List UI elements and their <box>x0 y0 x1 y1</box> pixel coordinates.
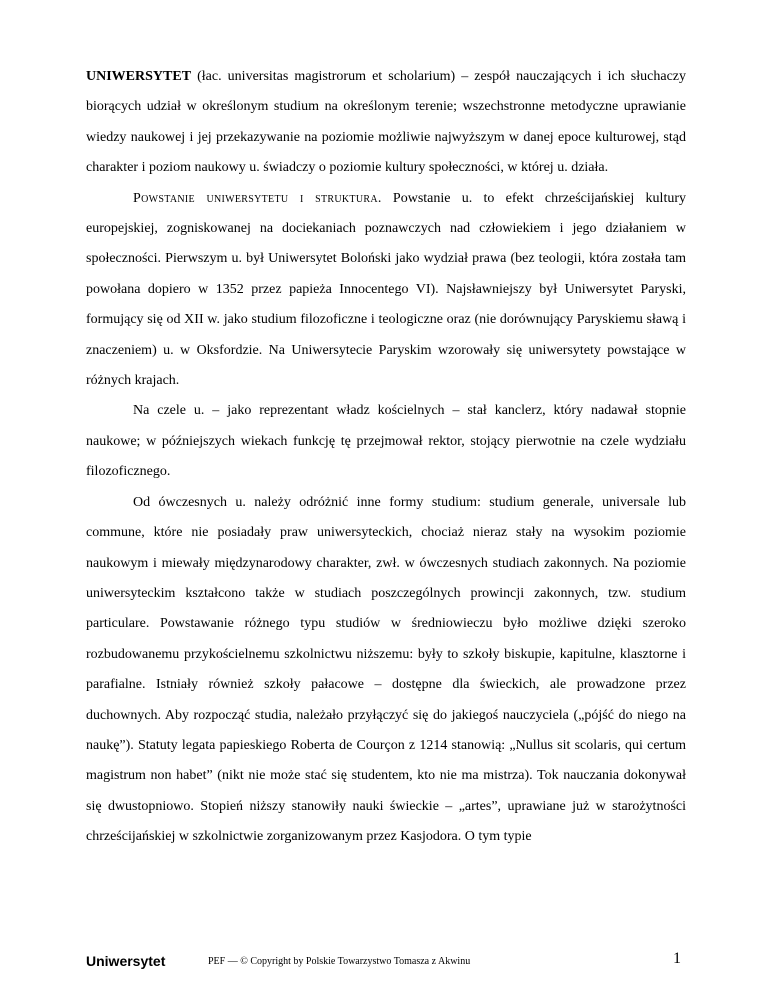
paragraph-definition-text: (łac. universitas magistrorum et scholarium) – zespół nauczających i ich słuchaczy biorących udział w określonym studium na określonym terenie; wszechstronne metodyczne uprawianie wiedzy naukowej i jej przekazywanie na poziomie możliwie najwyższym w danej epoce kulturowej, stąd charakter i poziom naukowy u. świadczy o poziomie kultury społeczności, w której u. działa. <box>86 69 686 176</box>
paragraph-origin-text: Powstanie u. to efekt chrześcijańskiej kultury europejskiej, zogniskowanej na dociekaniach poznawczych nad człowiekiem i jego działaniem w społeczności. Pierwszym u. był Uniwersytet Boloński jako wydział prawa (bez teologii, która została tam powołana dopiero w 1352 przez papieża Innocentego VI). Najsławniejszy był Uniwersytet Paryski, formujący się od XII w. jako studium filozoficzne i teologiczne oraz (nie dorównujący Paryskiemu sławą i znaczeniem) u. w Oksfordzie. Na Uniwersytecie Paryskim wzorowały się uniwersytety powstające w różnych krajach. <box>86 190 687 389</box>
paragraph-chancellor: Na czele u. – jako reprezentant władz kościelnych – stał kanclerz, który nadawał stopnie naukowe; w późniejszych wiekach funkcję tę przejmował rektor, stojący pierwotnie na czele wydziału filozoficznego. <box>86 403 686 480</box>
footer-title: Uniwersytet <box>86 953 166 969</box>
article-headword: UNIWERSYTET <box>86 69 192 84</box>
paragraph-studium-forms: Od ówczesnych u. należy odróżnić inne formy studium: studium generale, universale lub commune, które nie posiadały praw uniwersyteckich, chociaż nieraz stały na wysokim poziomie naukowym i miewały międzynarodowy charakter, zwł. w ówczesnych studiach zakonnych. Na poziomie uniwersyteckim kształcono także w studiach poszczególnych prowincji zakonnych, tzw. studium particulare. Powstawanie różnego typu studiów w średniowieczu było możliwe dzięki szeroko rozbudowanemu przykościelnemu szkolnictwu niższemu: były to szkoły biskupie, kapitulne, klasztorne i parafialne. Istniały również szkoły pałacowe – dostępne dla świeckich, ale prowadzone przez duchownych. Aby rozpocząć studia, należało przyłączyć się do jakiegoś nauczyciela („pójść do niego na naukę”). Statuty legata papieskiego Roberta de Courçon z 1214 stanowią: „Nullus sit scolaris, qui certum magistrum non habet” (nikt nie może stać się studentem, kto nie ma mistrza). Tok nauczania dokonywał się dwustopniowo. Stopień niższy stanowiły nauki świeckie – „artes”, uprawiane już w starożytności chrześcijańskiej w szkolnictwie zorganizowanym przez Kasjodora. O tym typie <box>86 494 686 845</box>
article-body <box>86 62 686 853</box>
section-heading: Powstanie uniwersytetu i struktura. <box>133 190 382 206</box>
paragraph-origin <box>86 184 686 397</box>
page-number: 1 <box>673 950 681 967</box>
paragraph-definition <box>86 62 686 184</box>
page-footer <box>86 950 686 979</box>
footer-copyright: PEF — © Copyright by Polskie Towarzystwo Tomasza z Akwinu <box>208 956 471 967</box>
